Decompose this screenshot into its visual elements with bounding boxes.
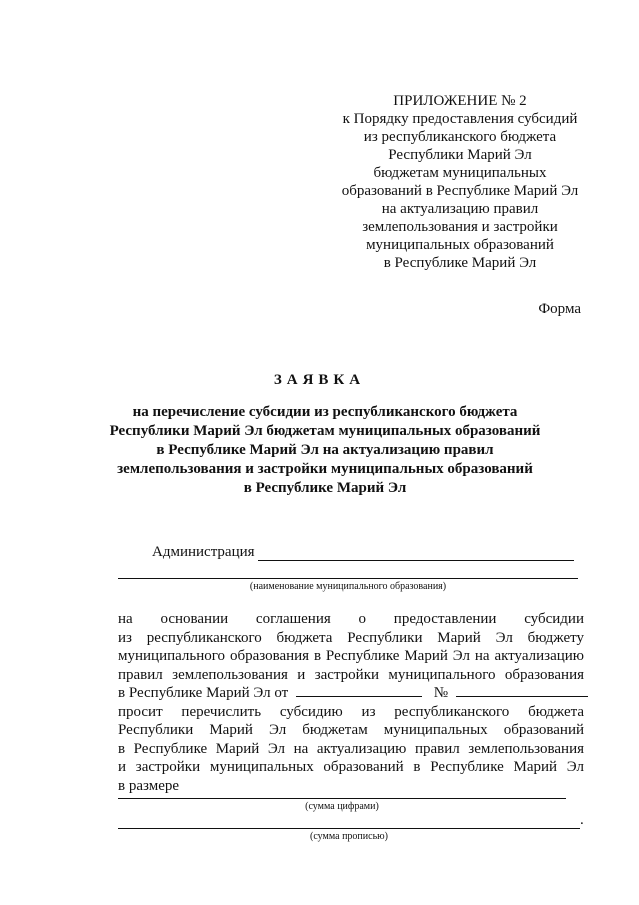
document-subtitle	[60, 403, 590, 498]
subtitle-line: Республики Марий Эл бюджетам муниципальных образований	[109, 423, 541, 439]
body-line: на основании соглашения о предоставлении субсидии	[118, 611, 584, 627]
appendix-title: ПРИЛОЖЕНИЕ № 2	[393, 93, 527, 109]
agreement-date-prefix: в Республике Марий Эл от	[118, 685, 289, 701]
sum-digits-field[interactable]	[118, 798, 566, 799]
body-line: из республиканского бюджета Республики Марий Эл бюджету	[118, 629, 584, 646]
subtitle-line: землепользования и застройки муниципальных образований	[117, 461, 533, 477]
administration-name-field-continued[interactable]	[118, 578, 578, 579]
body-line: в Республике Марий Эл на актуализацию правил землепользования	[118, 740, 584, 757]
sum-words-field[interactable]	[118, 828, 580, 829]
appendix-line: из республиканского бюджета	[363, 129, 557, 145]
sum-words-caption: (сумма прописью)	[310, 831, 388, 842]
appendix-line: образований в Республике Марий Эл	[341, 183, 579, 199]
body-line: правил землепользования и застройки муниципального образования	[118, 666, 584, 683]
final-period: .	[580, 812, 584, 828]
agreement-date-number-line	[118, 684, 584, 703]
appendix-line: в Республике Марий Эл	[383, 255, 537, 271]
number-sign: №	[433, 685, 448, 701]
administration-name-field[interactable]	[258, 560, 574, 561]
appendix-line: землепользования и застройки	[362, 219, 558, 235]
appendix-line: на актуализацию правил	[381, 201, 539, 217]
body-line: просит перечислить субсидию из республиканского бюджета	[118, 703, 584, 720]
subtitle-line: в Республике Марий Эл	[243, 480, 407, 496]
sum-digits-caption: (сумма цифрами)	[305, 801, 379, 812]
document-title: ЗАЯВКА	[273, 372, 366, 388]
appendix-line: муниципальных образований	[366, 237, 554, 253]
agreement-date-field[interactable]	[296, 684, 422, 697]
appendix-header	[300, 92, 620, 272]
administration-label: Администрация	[152, 544, 255, 560]
appendix-line: бюджетам муниципальных	[373, 165, 547, 181]
subtitle-line: на перечисление субсидии из республиканского бюджета	[132, 404, 518, 420]
body-line: муниципального образования в Республике Марий Эл на актуализацию	[118, 648, 584, 664]
agreement-number-field[interactable]	[456, 684, 588, 697]
form-label: Форма	[538, 301, 581, 317]
body-line: и застройки муниципальных образований в Республике Марий Эл	[118, 759, 584, 775]
body-line: Республики Марий Эл бюджетам муниципальных образований	[118, 722, 584, 738]
appendix-line: Республики Марий Эл	[388, 147, 532, 163]
municipality-caption: (наименование муниципального образования)	[249, 581, 447, 592]
appendix-line: к Порядку предоставления субсидий	[342, 111, 578, 127]
body-line: в размере	[118, 777, 180, 794]
request-body	[118, 610, 584, 795]
subtitle-line: в Республике Марий Эл на актуализацию правил	[156, 442, 494, 458]
